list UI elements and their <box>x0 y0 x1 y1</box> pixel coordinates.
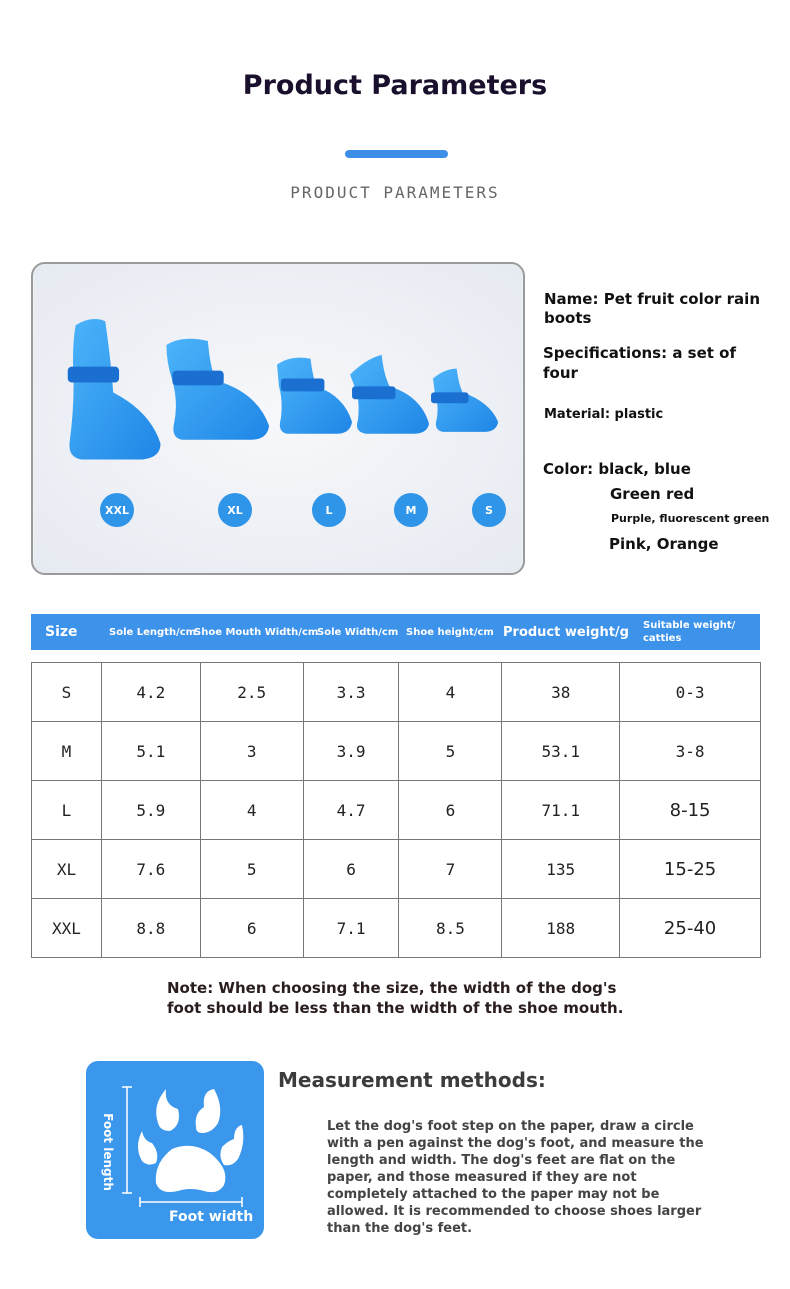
product-color-line-4: Pink, Orange <box>609 535 719 553</box>
table-cell: XL <box>32 840 102 899</box>
product-specification: Specifications: a set of four <box>543 344 736 382</box>
header-suitable-weight: Suitable weight/ catties <box>643 620 736 644</box>
title-underline <box>345 150 448 158</box>
table-cell: 188 <box>502 899 620 958</box>
table-cell: 3.9 <box>303 722 399 781</box>
table-cell: 6 <box>399 781 502 840</box>
table-cell: 3-8 <box>620 722 761 781</box>
table-cell: 8.8 <box>101 899 200 958</box>
table-cell: 0-3 <box>620 663 761 722</box>
header-sole-length: Sole Length/cm <box>109 626 197 638</box>
table-cell: 135 <box>502 840 620 899</box>
size-dot-l: L <box>312 493 346 527</box>
size-dot-m: M <box>394 493 428 527</box>
table-cell: 8-15 <box>620 781 761 840</box>
table-cell: S <box>32 663 102 722</box>
table-cell: 3 <box>200 722 303 781</box>
table-cell: 38 <box>502 663 620 722</box>
page-title: Product Parameters <box>242 70 548 101</box>
paw-measurement-card <box>86 1061 264 1239</box>
rain-boots-illustration <box>33 264 523 573</box>
size-dot-xl: XL <box>218 493 252 527</box>
measurement-description: Let the dog's foot step on the paper, draw a circle with a pen against the dog's foot, and measure the length and width. The dog's feet are flat on the paper, and those measured if they are not completely attached to the paper may not be allowed. It is recommended to choose shoes larger than the dog's feet. <box>327 1119 704 1236</box>
table-row <box>32 663 761 722</box>
table-cell: XXL <box>32 899 102 958</box>
table-cell: 4 <box>200 781 303 840</box>
product-color-line-2: Green red <box>610 485 695 503</box>
table-cell: 5 <box>399 722 502 781</box>
measurement-title: Measurement methods: <box>278 1068 546 1092</box>
table-row <box>32 840 761 899</box>
header-sole-width: Sole Width/cm <box>317 626 399 638</box>
table-cell: 7 <box>399 840 502 899</box>
size-table-header <box>31 614 760 650</box>
product-color-line-3: Purple, fluorescent green <box>611 512 770 525</box>
foot-width-label: Foot width <box>169 1209 254 1225</box>
table-cell: 5.1 <box>101 722 200 781</box>
table-cell: 15-25 <box>620 840 761 899</box>
product-name: Name: Pet fruit color rain boots <box>544 290 760 327</box>
table-row <box>32 781 761 840</box>
table-cell: M <box>32 722 102 781</box>
size-dot-s: S <box>472 493 506 527</box>
product-material: Material: plastic <box>544 407 664 422</box>
size-note: Note: When choosing the size, the width of the dog's foot should be less than the width of the shoe mouth. <box>167 979 624 1017</box>
header-size: Size <box>45 624 78 640</box>
table-cell: 6 <box>200 899 303 958</box>
table-cell: 4.2 <box>101 663 200 722</box>
header-mouth-width: Shoe Mouth Width/cm <box>194 626 319 638</box>
page-subtitle: PRODUCT PARAMETERS <box>290 183 500 202</box>
table-cell: 7.1 <box>303 899 399 958</box>
size-dot-xxl: XXL <box>100 493 134 527</box>
table-cell: 8.5 <box>399 899 502 958</box>
size-table <box>31 662 761 958</box>
table-cell: 3.3 <box>303 663 399 722</box>
table-cell: 2.5 <box>200 663 303 722</box>
table-row <box>32 899 761 958</box>
table-cell: 7.6 <box>101 840 200 899</box>
table-cell: 5 <box>200 840 303 899</box>
table-cell: L <box>32 781 102 840</box>
table-cell: 4 <box>399 663 502 722</box>
table-row <box>32 722 761 781</box>
product-color-line-1: Color: black, blue <box>543 460 691 478</box>
header-shoe-height: Shoe height/cm <box>406 626 494 638</box>
table-cell: 5.9 <box>101 781 200 840</box>
product-photo <box>31 262 525 575</box>
table-cell: 71.1 <box>502 781 620 840</box>
table-cell: 25-40 <box>620 899 761 958</box>
table-cell: 6 <box>303 840 399 899</box>
table-cell: 4.7 <box>303 781 399 840</box>
foot-length-label: Foot length <box>101 1113 115 1191</box>
header-product-weight: Product weight/g <box>503 624 629 640</box>
table-cell: 53.1 <box>502 722 620 781</box>
